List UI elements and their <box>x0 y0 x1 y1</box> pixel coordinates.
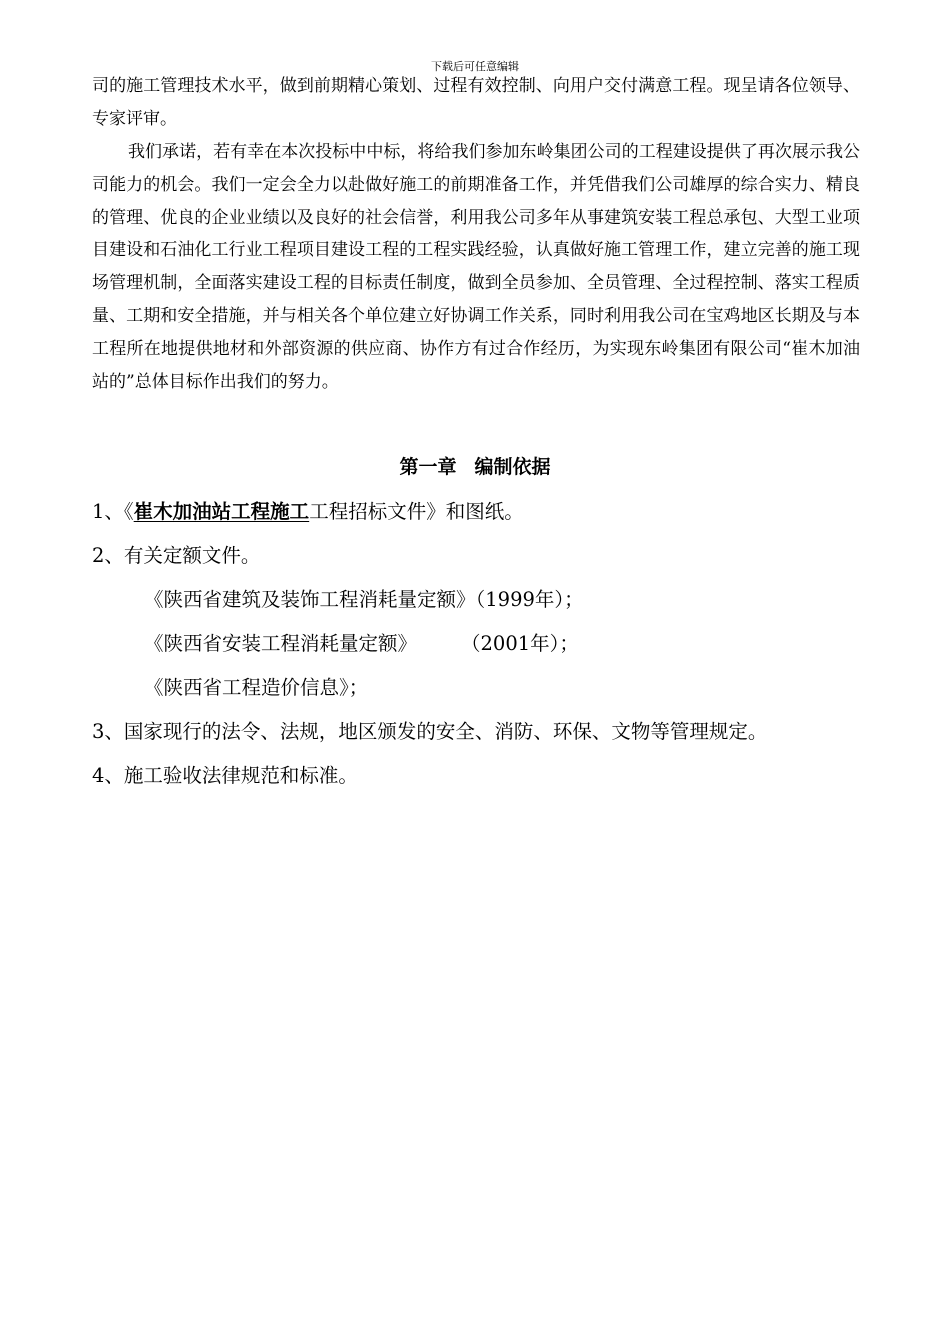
quota-item-1 <box>92 578 912 622</box>
basis-item-2: 2、有关定额文件。 <box>92 544 261 567</box>
chapter-title-text: 编制依据 <box>474 456 551 478</box>
basis-list <box>92 490 912 798</box>
header-note: 下载后可任意编辑 <box>431 60 519 73</box>
quota-2-year: （2001年）； <box>461 632 579 655</box>
paragraph-intro-end: 司的施工管理技术水平，做到前期精心策划、过程有效控制、向用户交付满意工程。现呈请各位领导、专家评审。 <box>92 76 860 129</box>
quota-1-name: 《陕西省建筑及装饰工程消耗量定额》 <box>144 588 476 611</box>
basis-item-4: 4、施工验收法律规范和标准。 <box>92 764 358 787</box>
basis-item-3: 3、国家现行的法令、法规，地区颁发的安全、消防、环保、文物等管理规定。 <box>92 720 768 743</box>
paragraph-commitment: 我们承诺，若有幸在本次投标中中标，将给我们参加东岭集团公司的工程建设提供了再次展示我公司能力的机会。我们一定会全力以赴做好施工的前期准备工作，并凭借我们公司雄厚的综合实力、精良的管理、优良的企业业绩以及良好的社会信誉，利用我公司多年从事建筑安装工程总承包、大型工业项目建设和石油化工行业工程项目建设工程的工程实践经验，认真做好施工管理工作，建立完善的施工现场管理机制，全面落实建设工程的目标责任制度，做到全员参加、全员管理、全过程控制、落实工程质量、工期和安全措施，并与相关各个单位建立好协调工作关系，同时利用我公司在宝鸡地区长期及与本工程所在地提供地材和外部资源的供应商、协作方有过合作经历，为实现东岭集团有限公司“崔木加油站的”总体目标作出我们的努力。 <box>92 142 860 392</box>
chapter-heading <box>0 450 950 484</box>
quota-item-3: 《陕西省工程造价信息》； <box>144 676 369 699</box>
quota-item-2 <box>92 622 912 666</box>
basis-item-1 <box>92 490 912 534</box>
basis-item-1-prefix: 1、《 <box>92 500 134 523</box>
basis-item-1-suffix: 工程招标文件》和图纸。 <box>309 500 524 523</box>
quota-2-name: 《陕西省安装工程消耗量定额》 <box>144 632 418 655</box>
project-name-emphasis: 崔木加油站工程施工 <box>133 500 310 523</box>
chapter-number: 第一章 <box>399 456 457 478</box>
quota-1-year: （1999年）； <box>475 588 584 611</box>
